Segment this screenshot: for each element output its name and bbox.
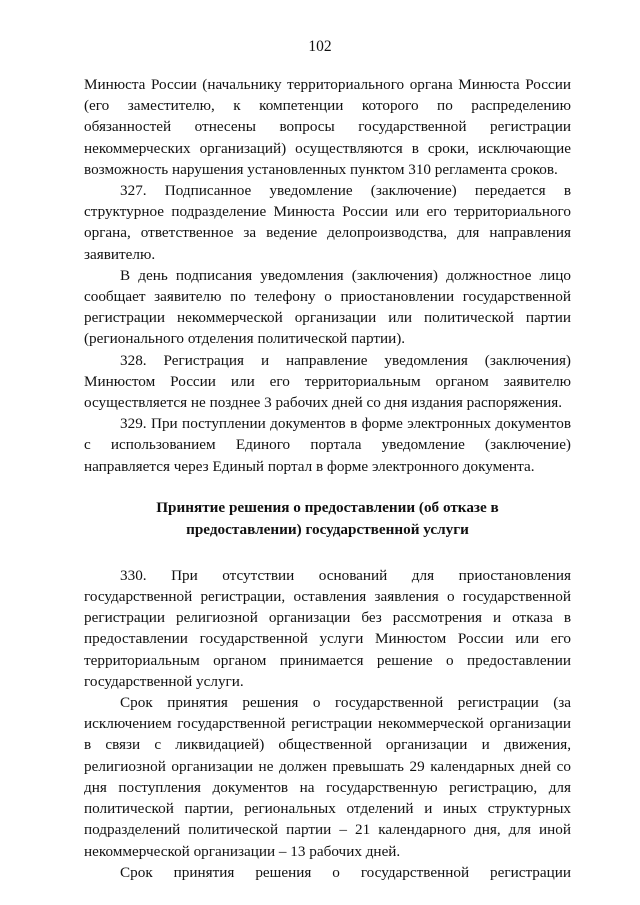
paragraph-330: 330. При отсутствии оснований для приостановления государственной регистрации, оставления заявления о государственной регистрации религиозной организации без рассмотрения и отказа в предоставлении государственной услуги Минюстом России или его территориальным органом принимается решение о предоставлении государственной услуги.: [84, 566, 571, 690]
paragraph-continuation: Минюста России (начальнику территориального органа Минюста России (его заместителю, к компетенции которого по распределению обязанностей отнесены вопросы государственной регистрации некоммерческих организаций) осуществляются в сроки, исключающие возможность нарушения установленных пунктом 310 регламента сроков.: [84, 76, 571, 178]
paragraph-329: 329. При поступлении документов в форме электронных документов с использованием Единого портала уведомление (заключение) направляется через Единый портал в форме электронного документа.: [84, 415, 571, 475]
paragraph-327: 327. Подписанное уведомление (заключение) передается в структурное подразделение Минюста России или его территориального органа, ответственное за ведение делопроизводства, для направления заявителю.: [84, 182, 571, 263]
section-heading: Принятие решения о предоставлении (об отказе в предоставлении) государственной услуги: [156, 498, 499, 538]
paragraph-decision-term-continued: Срок принятия решения о государственной регистрации: [120, 863, 571, 881]
page-number: 102: [308, 38, 332, 55]
paragraph-328: 328. Регистрация и направление уведомления (заключения) Минюстом России или его территориальным органом заявителю осуществляется не позднее 3 рабочих дней со дня издания распоряжения.: [84, 351, 571, 412]
paragraph-notification-day: В день подписания уведомления (заключения) должностное лицо сообщает заявителю по телефону о приостановлении государственной регистрации некоммерческой организации или политической партии (регионального отделения политической партии).: [84, 266, 571, 348]
paragraph-decision-term: Срок принятия решения о государственной регистрации (за исключением государственной регистрации некоммерческой организации в связи с ликвидацией) общественной организации и движения, религиозной организации не должен превышать 29 календарных дней со дня поступления документов на государственную регистрацию, для политической партии, региональных отделений и иных структурных подразделений политической партии – 21 календарного дня, для иной некоммерческой организации – 13 рабочих дней.: [84, 694, 571, 860]
document-body: [84, 74, 571, 883]
